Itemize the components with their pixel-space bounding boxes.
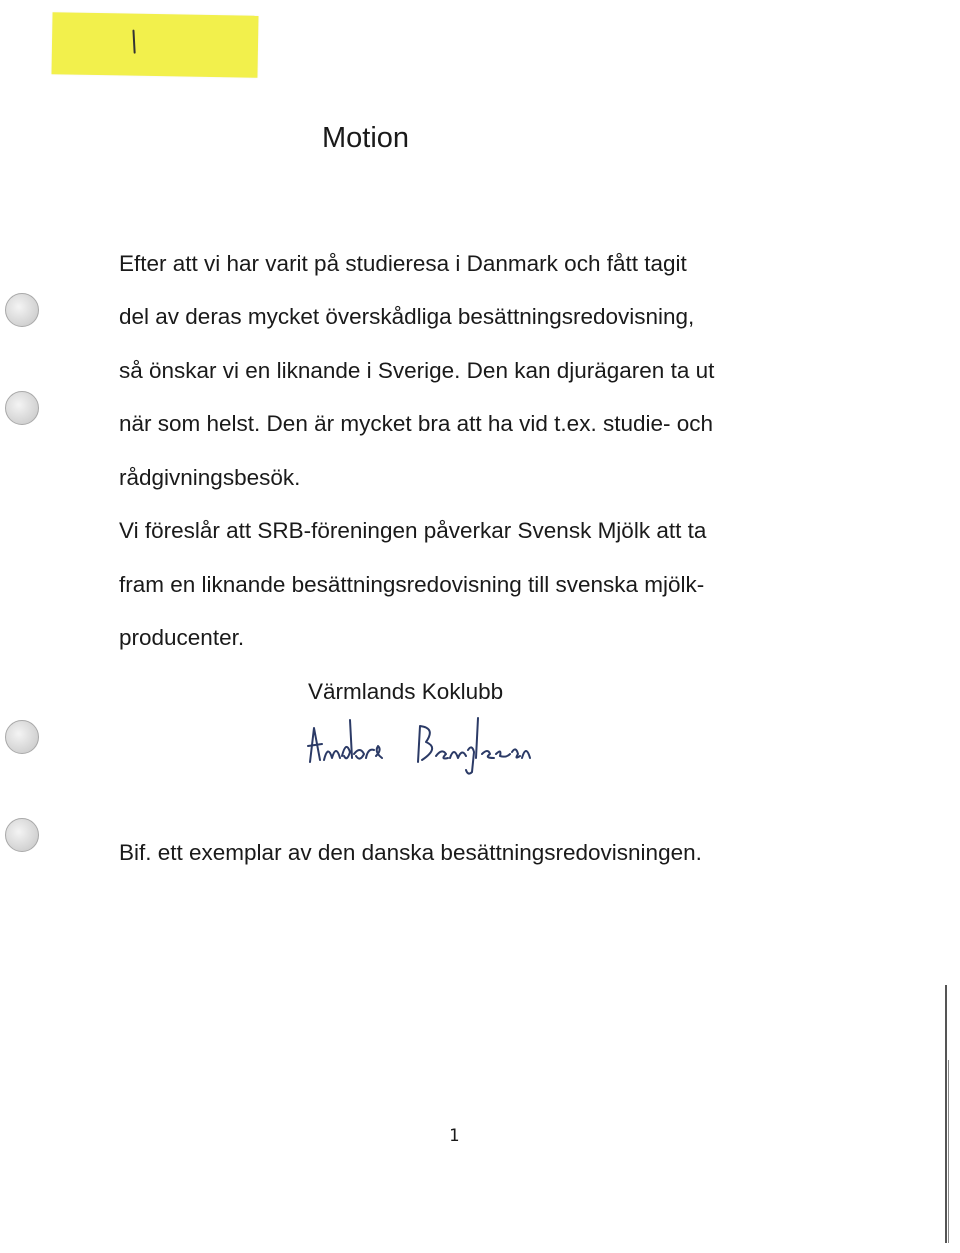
body-text-line: fram en liknande besättningsredovisning till svenska mjölk- xyxy=(119,572,705,597)
scan-edge-line xyxy=(945,985,947,1243)
punch-hole xyxy=(5,293,39,327)
body-text-line: så önskar vi en liknande i Sverige. Den kan djurägaren ta ut xyxy=(119,358,715,383)
punch-hole xyxy=(5,818,39,852)
handwritten-signature xyxy=(300,700,550,780)
scan-edge-line xyxy=(948,1060,949,1243)
page-number: 1 xyxy=(449,1126,460,1146)
body-text-line: rådgivningsbesök. xyxy=(119,465,301,490)
pen-mark xyxy=(132,30,135,54)
sticky-note xyxy=(51,12,258,78)
body-text-line: Vi föreslår att SRB-föreningen påverkar Svensk Mjölk att ta xyxy=(119,518,707,543)
body-text-line: producenter. xyxy=(119,625,245,650)
attachment-note: Bif. ett exemplar av den danska besättningsredovisningen. xyxy=(119,840,702,865)
punch-hole xyxy=(5,391,39,425)
body-text-line: del av deras mycket överskådliga besättningsredovisning, xyxy=(119,304,695,329)
document-title: Motion xyxy=(322,122,410,154)
sender-organization: Värmlands Koklubb xyxy=(308,679,504,704)
body-text-line: Efter att vi har varit på studieresa i Danmark och fått tagit xyxy=(119,251,687,276)
body-text-line: när som helst. Den är mycket bra att ha vid t.ex. studie- och xyxy=(119,411,714,436)
punch-hole xyxy=(5,720,39,754)
